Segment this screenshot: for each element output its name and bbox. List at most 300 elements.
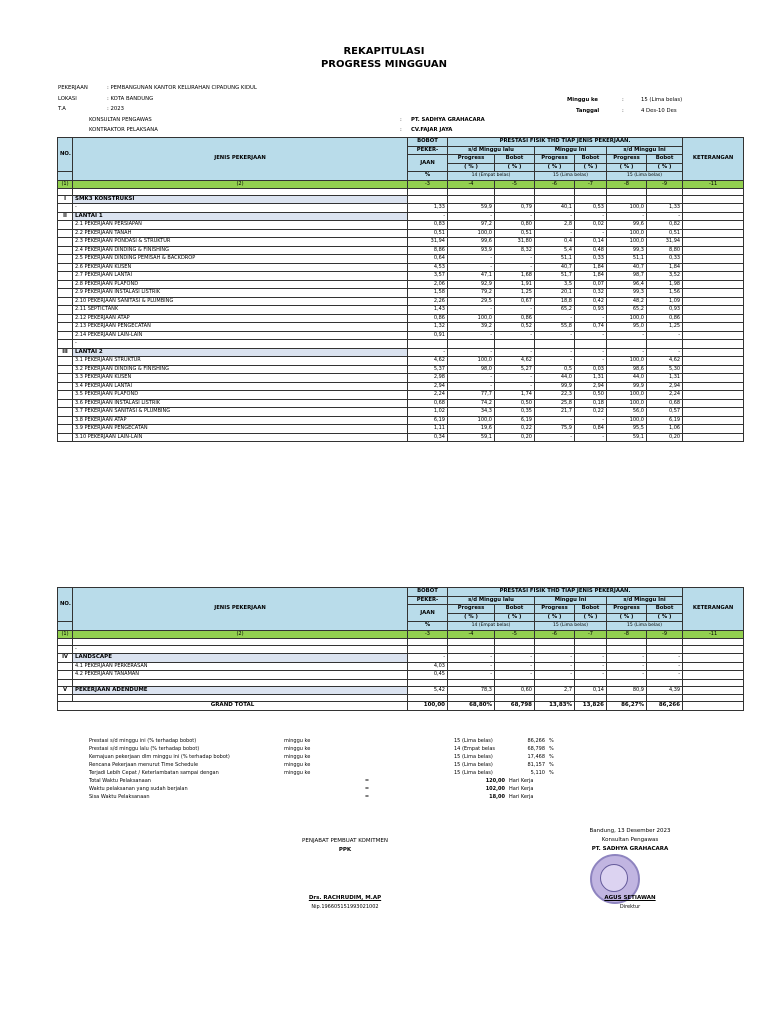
row-value: 3,57 [408, 272, 448, 281]
row-value: 0,74 [575, 323, 607, 332]
row-keterangan [683, 374, 744, 383]
row-keterangan [683, 289, 744, 298]
table-row [58, 416, 744, 425]
row-value [408, 638, 448, 645]
row-value: - [535, 416, 575, 425]
table-row [58, 382, 744, 391]
row-keterangan [683, 280, 744, 289]
th-pct: ( % ) [495, 163, 535, 172]
row-keterangan [683, 416, 744, 425]
sign-left-role: PENJABAT PEMBUAT KOMITMEN [302, 838, 388, 844]
row-no [58, 638, 73, 645]
row-value: 44,0 [535, 374, 575, 383]
row-value: - [448, 306, 495, 315]
row-value: 1,56 [647, 289, 683, 298]
row-value: - [448, 212, 495, 221]
row-value: 0,34 [408, 433, 448, 442]
th-progress: Progress [535, 605, 575, 614]
row-value: 51,7 [535, 272, 575, 281]
row-value: 0,86 [647, 314, 683, 323]
row-value: 65,2 [607, 306, 647, 315]
row-value: 2,7 [535, 686, 575, 695]
th-no-blank [58, 172, 73, 181]
table-row [58, 306, 744, 315]
row-name: 2.10 PEKERJAAN SANITASI & PLUMBING [73, 297, 408, 306]
row-value: - [575, 433, 607, 442]
row-no [58, 408, 73, 417]
row-value: 99,3 [607, 289, 647, 298]
row-value: 100,0 [607, 204, 647, 213]
row-value: - [448, 263, 495, 272]
th-bobot-col: Bobot [647, 155, 683, 164]
row-value [607, 195, 647, 204]
table-row [58, 357, 744, 366]
row-name: LANTAI 2 [73, 348, 408, 357]
idx-cell: -7 [575, 630, 607, 638]
table-row [58, 662, 744, 671]
idx-cell: (2) [73, 180, 408, 188]
row-value: 99,3 [607, 246, 647, 255]
row-value: 25,8 [535, 399, 575, 408]
row-no [58, 671, 73, 680]
row-value: 1,58 [408, 289, 448, 298]
row-keterangan [683, 662, 744, 671]
row-value: 22,3 [535, 391, 575, 400]
row-name: - [73, 645, 408, 654]
sign-left-sub: PPK [338, 847, 352, 853]
summary-label: Rencana Pekerjaan menurut Time Schedule [89, 762, 199, 768]
summary-row [57, 753, 743, 761]
row-value: 1,33 [408, 204, 448, 213]
row-value: - [647, 662, 683, 671]
row-value: - [575, 671, 607, 680]
row-value: 47,1 [448, 272, 495, 281]
row-no [58, 382, 73, 391]
label-lokasi: LOKASI [58, 96, 77, 102]
row-value: - [647, 671, 683, 680]
row-value: 20,1 [535, 289, 575, 298]
row-keterangan [683, 238, 744, 247]
row-name [73, 638, 408, 645]
row-value: - [535, 433, 575, 442]
row-value: 0,86 [408, 314, 448, 323]
row-keterangan [683, 391, 744, 400]
row-keterangan [683, 695, 744, 702]
row-value: - [495, 255, 535, 264]
table-row [58, 263, 744, 272]
row-value: 0,4 [535, 238, 575, 247]
th-pct: ( % ) [607, 163, 647, 172]
row-no [58, 204, 73, 213]
row-value: 18,8 [535, 297, 575, 306]
row-no: I [58, 195, 73, 204]
row-name: 2.13 PEKERJAAN PENGECATAN [73, 323, 408, 332]
row-value: 0,22 [575, 408, 607, 417]
row-value: 19,6 [448, 425, 495, 434]
th-pct: ( % ) [575, 613, 607, 622]
row-value: 13,83% [535, 702, 575, 711]
blank-row [58, 638, 744, 645]
grand-total-row [58, 702, 744, 711]
row-value: 1,68 [495, 272, 535, 281]
th-sdini: s/d Minggu Ini [607, 146, 683, 155]
row-name [73, 188, 408, 195]
blank-row [58, 188, 744, 195]
row-value [607, 340, 647, 349]
row-no [58, 695, 73, 702]
blank-row [58, 695, 744, 702]
row-value: 56,0 [607, 408, 647, 417]
row-value: 0,93 [647, 306, 683, 315]
table-row [58, 204, 744, 213]
row-value: 59,1 [448, 433, 495, 442]
row-keterangan [683, 702, 744, 711]
summary-pad [57, 737, 87, 745]
row-value: 80,9 [607, 686, 647, 695]
idx-cell: -3 [408, 630, 448, 638]
value-kontraktor: CV.FAJAR JAYA [411, 127, 453, 133]
summary-week: 15 (Lima belas) [454, 754, 493, 760]
row-no [58, 425, 73, 434]
row-value: 59,9 [448, 204, 495, 213]
row-value: 100,00 [408, 702, 448, 711]
row-name: 2.11 SEPTICTANK [73, 306, 408, 315]
row-keterangan [683, 408, 744, 417]
row-name: 3.10 PEKERJAAN LAIN-LAIN [73, 433, 408, 442]
waktu-pad [57, 785, 87, 793]
row-value: - [535, 671, 575, 680]
table-row [58, 425, 744, 434]
th-week-14: 14 (Empat belas) [448, 622, 535, 631]
summary-row [57, 769, 743, 777]
row-value: - [575, 212, 607, 221]
row-value: 29,5 [448, 297, 495, 306]
row-keterangan [683, 263, 744, 272]
idx-cell: -11 [683, 180, 744, 188]
row-name [73, 679, 408, 686]
row-value: 100,0 [607, 416, 647, 425]
table-row [58, 221, 744, 230]
row-value [647, 679, 683, 686]
th-bobot-col: Bobot [575, 155, 607, 164]
row-value: 40,1 [535, 204, 575, 213]
row-value: 39,2 [448, 323, 495, 332]
row-value: 0,33 [647, 255, 683, 264]
summary-unit: % [549, 762, 554, 768]
row-value: - [495, 212, 535, 221]
row-value: 86,27% [607, 702, 647, 711]
row-value: 2,06 [408, 280, 448, 289]
th-pct: ( % ) [647, 163, 683, 172]
section-row [58, 348, 744, 357]
row-keterangan [683, 348, 744, 357]
row-value: 4,53 [408, 263, 448, 272]
section-row [58, 654, 744, 663]
row-name: 2.12 PEKERJAAN ATAP [73, 314, 408, 323]
table-row [58, 671, 744, 680]
row-value: - [535, 212, 575, 221]
summary-week: 15 (Lima belas) [454, 738, 493, 744]
row-value: - [607, 671, 647, 680]
row-value [575, 638, 607, 645]
row-value: 100,0 [607, 238, 647, 247]
row-no [58, 238, 73, 247]
label-minggu: Minggu ke [567, 97, 599, 103]
row-value: - [535, 348, 575, 357]
row-value: - [647, 348, 683, 357]
row-value [448, 645, 495, 654]
row-value: 86,266 [647, 702, 683, 711]
summary-mk: minggu ke [284, 770, 311, 776]
row-keterangan [683, 195, 744, 204]
row-value: 0,5 [535, 365, 575, 374]
row-no [58, 374, 73, 383]
row-no [58, 365, 73, 374]
value-lokasi: : KOTA BANDUNG [107, 96, 154, 102]
row-value: 0,48 [575, 246, 607, 255]
row-value: 100,0 [607, 391, 647, 400]
row-value: 4,62 [647, 357, 683, 366]
row-keterangan [683, 188, 744, 195]
summary-week: 14 (Empat belas [454, 746, 496, 752]
summary-row [57, 745, 743, 753]
th-week-15: 15 (Lima belas) [535, 622, 607, 631]
label-tanggal: Tanggal [576, 108, 600, 114]
row-keterangan [683, 314, 744, 323]
label-pekerjaan: PEKERJAAN [58, 85, 88, 91]
colon-kontraktor: : [400, 127, 402, 133]
table-row [58, 289, 744, 298]
row-value: - [575, 331, 607, 340]
row-value: 0,60 [495, 686, 535, 695]
row-value: 0,03 [575, 365, 607, 374]
waktu-pad [57, 777, 87, 785]
th-no: NO. [58, 138, 73, 172]
row-value [408, 195, 448, 204]
th-week-15: 15 (Lima belas) [607, 172, 683, 181]
row-value: 2,98 [408, 374, 448, 383]
row-value: 0,51 [647, 229, 683, 238]
row-value: 96,4 [607, 280, 647, 289]
row-keterangan [683, 340, 744, 349]
value-minggu: 15 (Lima belas) [641, 97, 683, 103]
row-value: 0,14 [575, 686, 607, 695]
row-value: 8,80 [647, 246, 683, 255]
table-row [58, 340, 744, 349]
row-keterangan [683, 671, 744, 680]
row-keterangan [683, 654, 744, 663]
waktu-val: 18,00 [489, 794, 505, 800]
row-no [58, 331, 73, 340]
row-name: 3.8 PEKERJAAN ATAP [73, 416, 408, 425]
row-name: 2.4 PEKERJAAN DINDING & FINISHING [73, 246, 408, 255]
row-value: 6,19 [408, 416, 448, 425]
table-row [58, 280, 744, 289]
row-value [495, 188, 535, 195]
row-value [495, 695, 535, 702]
summary-mk: minggu ke [284, 738, 311, 744]
row-no [58, 246, 73, 255]
row-value: 2,94 [575, 382, 607, 391]
row-value: 68,798 [495, 702, 535, 711]
row-name: LANTAI 1 [73, 212, 408, 221]
row-value: - [607, 662, 647, 671]
summary-row [57, 737, 743, 745]
waktu-pad [547, 793, 743, 801]
summary-label: Prestasi s/d minggu lalu (% terhadap bobot) [89, 746, 200, 752]
waktu-unit: Hari Kerja [509, 778, 534, 784]
row-value [448, 638, 495, 645]
row-value: 0,86 [495, 314, 535, 323]
table-row [58, 365, 744, 374]
row-value: - [448, 255, 495, 264]
th-pct: ( % ) [575, 163, 607, 172]
row-value: 1,06 [647, 425, 683, 434]
summary-label: Kemajuan pekerjaan dlm minggu ini (% terhadap bobot) [89, 754, 230, 760]
row-value: 6,19 [647, 416, 683, 425]
row-value [535, 195, 575, 204]
waktu-label: Total Waktu Pelaksanaan [89, 778, 151, 784]
row-keterangan [683, 255, 744, 264]
th-prestasi: PRESTASI FISIK THD TIAP JENIS PEKERJAAN. [448, 588, 683, 597]
row-value: - [535, 229, 575, 238]
row-keterangan [683, 679, 744, 686]
row-value [535, 679, 575, 686]
row-value: 1,31 [647, 374, 683, 383]
row-value: 1,84 [575, 263, 607, 272]
row-no [58, 188, 73, 195]
row-value: - [575, 229, 607, 238]
row-value: 100,0 [607, 229, 647, 238]
th-bobot-3: JAAN [408, 605, 448, 622]
row-name: 2.2 PEKERJAAN TANAH [73, 229, 408, 238]
row-value: - [647, 331, 683, 340]
row-value: 51,1 [535, 255, 575, 264]
summary-week: 15 (Lima belas) [454, 770, 493, 776]
row-value: 5,37 [408, 365, 448, 374]
th-week-15: 15 (Lima belas) [535, 172, 607, 181]
row-no [58, 416, 73, 425]
summary-pad [57, 753, 87, 761]
summary-val: 17,468 [527, 754, 545, 760]
row-value: - [495, 662, 535, 671]
row-value [408, 679, 448, 686]
row-value: - [535, 314, 575, 323]
row-value: 0,50 [575, 391, 607, 400]
row-value: 0,93 [575, 306, 607, 315]
th-percent: % [408, 172, 448, 181]
table-row [58, 374, 744, 383]
row-name: 3.2 PEKERJAAN DINDING & FINISHING [73, 365, 408, 374]
table-row [58, 645, 744, 654]
row-value: 31,94 [647, 238, 683, 247]
row-value: - [607, 331, 647, 340]
row-no [58, 280, 73, 289]
row-no [58, 297, 73, 306]
row-keterangan [683, 331, 744, 340]
table-row [58, 297, 744, 306]
row-value: - [495, 306, 535, 315]
row-name: 4.1 PEKERJAAN PERKERASAN [73, 662, 408, 671]
grand-total-label: GRAND TOTAL [58, 702, 408, 711]
row-value: 92,9 [448, 280, 495, 289]
th-percent: % [408, 622, 448, 631]
row-no [58, 255, 73, 264]
blank-row [58, 679, 744, 686]
row-value: - [575, 416, 607, 425]
row-value [647, 195, 683, 204]
row-name: 3.6 PEKERJAAN INSTALASI LISTRIK [73, 399, 408, 408]
row-value: - [495, 654, 535, 663]
colon-tanggal: : [622, 108, 624, 114]
idx-cell: (1) [58, 180, 73, 188]
summary-mk: minggu ke [284, 746, 311, 752]
row-value: 51,1 [607, 255, 647, 264]
row-value: - [575, 314, 607, 323]
section-row [58, 212, 744, 221]
row-name: 2.9 PEKERJAAN INSTALASI LISTRIK [73, 289, 408, 298]
row-value: 1,02 [408, 408, 448, 417]
row-value: 0,14 [575, 238, 607, 247]
idx-cell: -9 [647, 180, 683, 188]
row-value [408, 645, 448, 654]
row-value: 3,5 [535, 280, 575, 289]
row-value: 1,32 [408, 323, 448, 332]
row-name: 3.3 PEKERJAAN KUSEN [73, 374, 408, 383]
row-name: 3.4 PEKERJAAN LANTAI [73, 382, 408, 391]
row-value: 8,86 [408, 246, 448, 255]
waktu-row [57, 793, 743, 801]
row-value [448, 679, 495, 686]
row-value: 1,25 [647, 323, 683, 332]
row-value: - [575, 357, 607, 366]
sign-left-name: Drs. RACHRUDIM, M.AP [308, 895, 382, 901]
row-name: SMK3 KONSTRUKSI [73, 195, 408, 204]
row-value: 95,5 [607, 425, 647, 434]
th-progress: Progress [535, 155, 575, 164]
row-value: 0,51 [495, 229, 535, 238]
row-no [58, 272, 73, 281]
th-pct: ( % ) [607, 613, 647, 622]
row-value: - [408, 654, 448, 663]
th-ini: Minggu Ini [535, 596, 607, 605]
row-value: 0,07 [575, 280, 607, 289]
row-value: 99,9 [607, 382, 647, 391]
title-progress-mingguan: PROGRESS MINGGUAN [320, 59, 448, 70]
idx-cell: -3 [408, 180, 448, 188]
row-value [535, 695, 575, 702]
th-bobot-col: Bobot [575, 605, 607, 614]
row-value: 0,50 [495, 399, 535, 408]
index-row [58, 180, 744, 188]
value-konsultan: PT. SADHYA GRAHACARA [411, 117, 485, 123]
table-row [58, 399, 744, 408]
value-ta: : 2023 [107, 106, 124, 112]
summary-val: 81,157 [527, 762, 545, 768]
row-value: 75,9 [535, 425, 575, 434]
row-keterangan [683, 433, 744, 442]
row-value: 65,2 [535, 306, 575, 315]
row-value: - [607, 348, 647, 357]
row-value: 0,53 [575, 204, 607, 213]
row-value: 97,2 [448, 221, 495, 230]
row-value: 0,20 [495, 433, 535, 442]
row-keterangan [683, 645, 744, 654]
value-pekerjaan: : PEMBANGUNAN KANTOR KELURAHAN CIPADUNG KIDUL [107, 85, 257, 91]
row-value [647, 188, 683, 195]
summary-pad [57, 761, 87, 769]
th-bobot-col: Bobot [647, 605, 683, 614]
